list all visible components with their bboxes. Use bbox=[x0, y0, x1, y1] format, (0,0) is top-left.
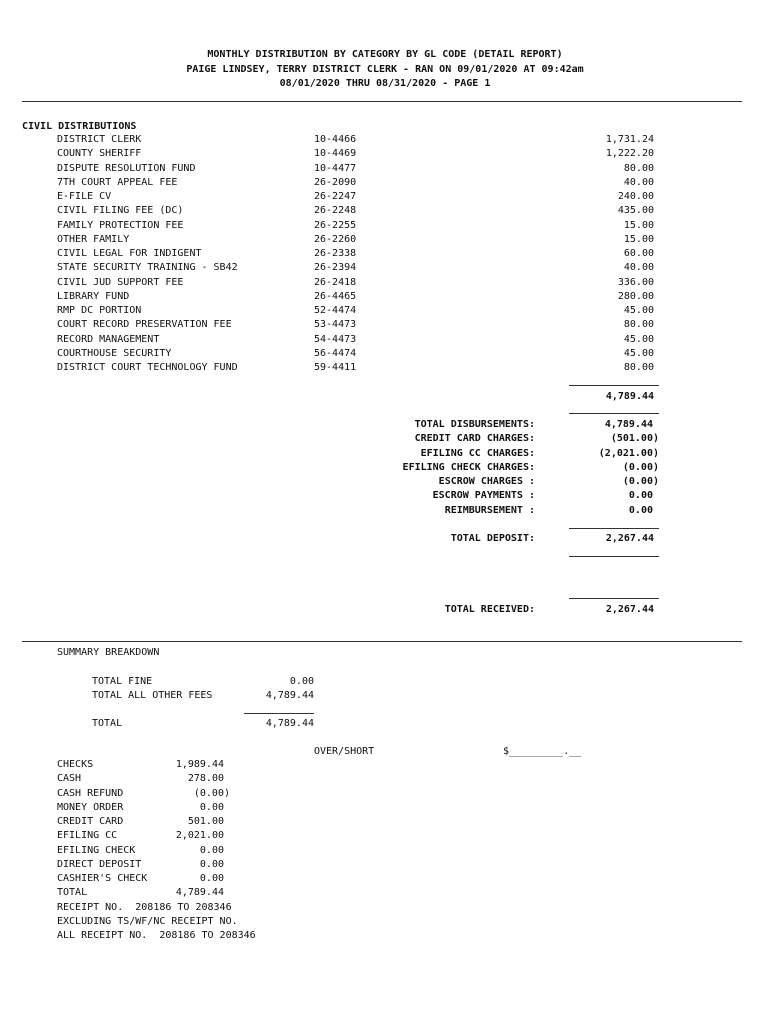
distribution-name: LIBRARY FUND bbox=[57, 290, 130, 302]
payment-row bbox=[0, 873, 770, 887]
total-fine-label: TOTAL FINE bbox=[92, 676, 153, 687]
payment-value: 0.00 bbox=[199, 844, 224, 856]
distribution-amount: 15.00 bbox=[623, 219, 654, 231]
total-label: EFILING CC CHARGES: bbox=[420, 447, 535, 459]
distribution-amount: 336.00 bbox=[617, 276, 654, 288]
total-value: (2,021.00) bbox=[598, 447, 659, 459]
section-title: CIVIL DISTRIBUTIONS bbox=[22, 121, 137, 132]
totals-top-rule bbox=[569, 413, 659, 414]
distribution-name: CIVIL JUD SUPPORT FEE bbox=[57, 276, 184, 288]
report-subtitle: PAIGE LINDSEY, TERRY DISTRICT CLERK - RAN ON 09/01/2020 AT 09:42am bbox=[186, 63, 584, 75]
total-deposit-value: 2,267.44 bbox=[605, 533, 654, 544]
distribution-row bbox=[0, 205, 770, 219]
total-label: ESCROW CHARGES : bbox=[438, 476, 535, 487]
total-value: (501.00) bbox=[610, 433, 659, 445]
total-deposit-label: TOTAL DEPOSIT: bbox=[450, 533, 535, 544]
total-label: TOTAL DISBURSEMENTS: bbox=[414, 419, 535, 430]
distribution-name: E-FILE CV bbox=[57, 191, 112, 202]
gl-code: 54-4473 bbox=[314, 333, 357, 345]
distribution-amount: 15.00 bbox=[623, 233, 654, 245]
distribution-row bbox=[0, 305, 770, 319]
report-date-range: 08/01/2020 THRU 08/31/2020 - PAGE 1 bbox=[279, 78, 491, 89]
distribution-amount: 80.00 bbox=[623, 319, 654, 331]
over-short-label: OVER/SHORT bbox=[314, 746, 375, 757]
summary-total-value: 4,789.44 bbox=[265, 718, 314, 729]
summary-total-label: TOTAL bbox=[92, 718, 123, 729]
distribution-row bbox=[0, 291, 770, 305]
gl-code: 10-4477 bbox=[314, 162, 357, 174]
total-label: EFILING CHECK CHARGES: bbox=[402, 461, 535, 473]
payment-label: CHECKS bbox=[57, 759, 94, 770]
distribution-row bbox=[0, 134, 770, 148]
total-received-value: 2,267.44 bbox=[605, 604, 654, 615]
distribution-name: CIVIL FILING FEE (DC) bbox=[57, 205, 184, 217]
over-short-value: $_________.__ bbox=[503, 746, 582, 757]
summary-title: SUMMARY BREAKDOWN bbox=[57, 647, 160, 658]
payment-value: 2,021.00 bbox=[175, 830, 224, 842]
payment-label: CASHIER'S CHECK bbox=[57, 873, 148, 884]
total-received-label: TOTAL RECEIVED: bbox=[444, 604, 535, 615]
subtotal-value: 4,789.44 bbox=[605, 391, 654, 402]
gl-code: 56-4474 bbox=[314, 347, 357, 359]
distribution-amount: 80.00 bbox=[623, 162, 654, 174]
distribution-amount: 240.00 bbox=[617, 191, 654, 202]
total-value: (0.00) bbox=[622, 461, 659, 473]
total-row bbox=[0, 419, 770, 433]
distribution-row bbox=[0, 334, 770, 348]
total-value: (0.00) bbox=[622, 476, 659, 487]
gl-code: 26-2247 bbox=[314, 191, 357, 202]
gl-code: 52-4474 bbox=[314, 305, 357, 316]
distribution-name: RMP DC PORTION bbox=[57, 305, 142, 316]
distribution-name: 7TH COURT APPEAL FEE bbox=[57, 176, 178, 188]
distribution-amount: 1,222.20 bbox=[605, 148, 654, 160]
gl-code: 10-4466 bbox=[314, 134, 357, 145]
distribution-row bbox=[0, 277, 770, 291]
payment-value: 4,789.44 bbox=[175, 887, 224, 899]
payment-row bbox=[0, 845, 770, 859]
total-label: CREDIT CARD CHARGES: bbox=[414, 433, 535, 445]
payment-value: 0.00 bbox=[199, 858, 224, 870]
distribution-row bbox=[0, 362, 770, 376]
payment-row bbox=[0, 802, 770, 816]
distribution-name: DISPUTE RESOLUTION FUND bbox=[57, 162, 196, 174]
total-value: 0.00 bbox=[628, 490, 653, 502]
distribution-name: COUNTY SHERIFF bbox=[57, 148, 142, 160]
summary-divider bbox=[22, 641, 742, 642]
distribution-amount: 45.00 bbox=[623, 347, 654, 359]
payment-value: 0.00 bbox=[199, 873, 224, 884]
payment-label: CREDIT CARD bbox=[57, 816, 124, 827]
distribution-row bbox=[0, 262, 770, 276]
distribution-row bbox=[0, 163, 770, 177]
subtotal-rule bbox=[569, 385, 659, 386]
gl-code: 59-4411 bbox=[314, 362, 357, 373]
distribution-name: STATE SECURITY TRAINING - SB42 bbox=[57, 262, 238, 274]
payment-label: EFILING CHECK bbox=[57, 844, 136, 856]
payment-value: 0.00 bbox=[199, 801, 224, 813]
distribution-amount: 1,731.24 bbox=[605, 134, 654, 145]
payment-value: (0.00) bbox=[193, 787, 230, 799]
payment-value: 1,989.44 bbox=[175, 759, 224, 770]
gl-code: 26-2255 bbox=[314, 219, 357, 231]
distribution-name: DISTRICT CLERK bbox=[57, 134, 142, 145]
deposit-rule bbox=[569, 528, 659, 529]
distribution-row bbox=[0, 191, 770, 205]
distribution-row bbox=[0, 148, 770, 162]
gl-code: 26-4465 bbox=[314, 290, 357, 302]
total-row bbox=[0, 433, 770, 447]
payment-row bbox=[0, 788, 770, 802]
total-row bbox=[0, 462, 770, 476]
total-other-value: 4,789.44 bbox=[265, 690, 314, 701]
distribution-amount: 40.00 bbox=[623, 262, 654, 274]
receipt-all: ALL RECEIPT NO. 208186 TO 208346 bbox=[57, 930, 256, 941]
gl-code: 26-2248 bbox=[314, 205, 357, 217]
distribution-name: COURTHOUSE SECURITY bbox=[57, 347, 172, 359]
total-value: 0.00 bbox=[628, 504, 653, 516]
deposit-bottom-rule bbox=[569, 556, 659, 557]
distribution-name: COURT RECORD PRESERVATION FEE bbox=[57, 319, 232, 331]
total-row bbox=[0, 476, 770, 490]
total-fine-value: 0.00 bbox=[289, 676, 314, 687]
payment-row bbox=[0, 773, 770, 787]
distribution-row bbox=[0, 348, 770, 362]
total-row bbox=[0, 448, 770, 462]
receipt-excluding: EXCLUDING TS/WF/NC RECEIPT NO. bbox=[57, 916, 238, 927]
receipt-range: RECEIPT NO. 208186 TO 208346 bbox=[57, 902, 232, 913]
distribution-row bbox=[0, 319, 770, 333]
payment-row bbox=[0, 859, 770, 873]
total-value: 4,789.44 bbox=[604, 419, 653, 430]
distribution-name: DISTRICT COURT TECHNOLOGY FUND bbox=[57, 362, 238, 373]
total-row bbox=[0, 505, 770, 519]
payment-value: 278.00 bbox=[187, 773, 224, 785]
gl-code: 26-2338 bbox=[314, 248, 357, 259]
distribution-amount: 80.00 bbox=[623, 362, 654, 373]
distribution-row bbox=[0, 177, 770, 191]
payment-label: CASH REFUND bbox=[57, 787, 124, 799]
distribution-row bbox=[0, 220, 770, 234]
distribution-amount: 45.00 bbox=[623, 333, 654, 345]
total-label: REIMBURSEMENT : bbox=[444, 504, 535, 516]
distribution-name: RECORD MANAGEMENT bbox=[57, 333, 160, 345]
report-title: MONTHLY DISTRIBUTION BY CATEGORY BY GL CODE (DETAIL REPORT) bbox=[207, 49, 563, 60]
distribution-amount: 435.00 bbox=[617, 205, 654, 217]
payment-label: EFILING CC bbox=[57, 830, 118, 842]
payment-label: MONEY ORDER bbox=[57, 801, 124, 813]
distribution-row bbox=[0, 248, 770, 262]
distribution-row bbox=[0, 234, 770, 248]
header-divider bbox=[22, 101, 742, 102]
distribution-amount: 60.00 bbox=[623, 248, 654, 259]
gl-code: 26-2090 bbox=[314, 176, 357, 188]
payment-label: CASH bbox=[57, 773, 82, 785]
payment-label: TOTAL bbox=[57, 887, 88, 899]
payment-value: 501.00 bbox=[187, 816, 224, 827]
payment-row bbox=[0, 816, 770, 830]
received-rule bbox=[569, 598, 659, 599]
total-row bbox=[0, 490, 770, 504]
gl-code: 26-2260 bbox=[314, 233, 357, 245]
summary-total-rule bbox=[244, 713, 314, 714]
payment-row bbox=[0, 830, 770, 844]
distribution-amount: 40.00 bbox=[623, 176, 654, 188]
total-other-label: TOTAL ALL OTHER FEES bbox=[92, 690, 213, 701]
payment-label: DIRECT DEPOSIT bbox=[57, 858, 142, 870]
report-header bbox=[0, 48, 770, 92]
total-label: ESCROW PAYMENTS : bbox=[432, 490, 535, 502]
payment-row bbox=[0, 759, 770, 773]
gl-code: 26-2394 bbox=[314, 262, 357, 274]
distribution-amount: 45.00 bbox=[623, 305, 654, 316]
gl-code: 10-4469 bbox=[314, 148, 357, 160]
gl-code: 26-2418 bbox=[314, 276, 357, 288]
gl-code: 53-4473 bbox=[314, 319, 357, 331]
payment-row bbox=[0, 887, 770, 901]
distribution-name: CIVIL LEGAL FOR INDIGENT bbox=[57, 248, 202, 259]
distribution-amount: 280.00 bbox=[617, 290, 654, 302]
distribution-name: OTHER FAMILY bbox=[57, 233, 130, 245]
distribution-name: FAMILY PROTECTION FEE bbox=[57, 219, 184, 231]
